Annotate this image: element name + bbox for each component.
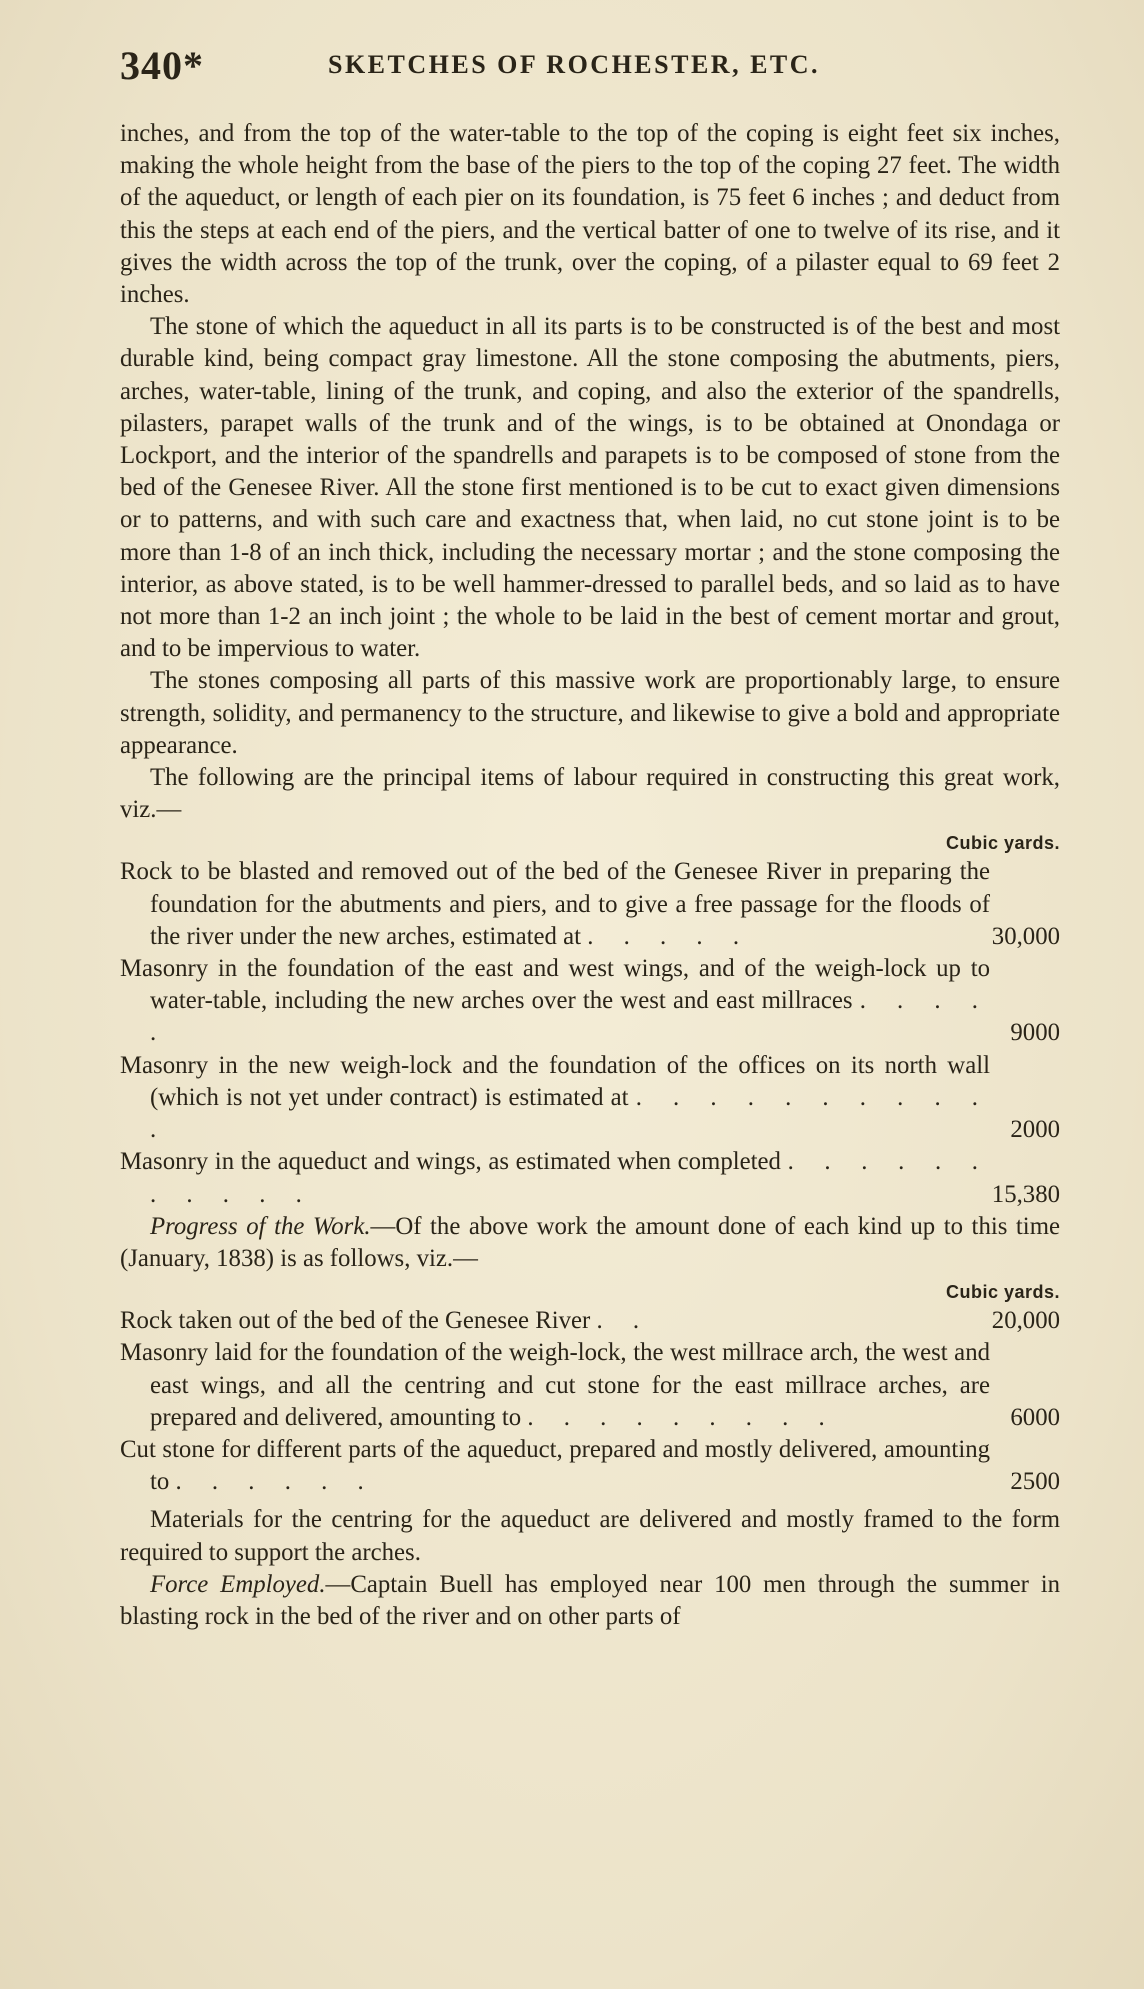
progress-text: —Of the above work the amount done of each kind up to this time (January, 1838) is as follows, viz.— [120,1212,1060,1272]
item-description: Rock taken out of the bed of the Genesee River [120,1307,591,1335]
item-value: 2000 [1010,1116,1060,1144]
progress-table [120,1305,1060,1498]
item-description: Cut stone for different parts of the aqueduct, prepared and mostly delivered, amounting to [120,1435,990,1496]
item-value: 30,000 [991,922,1060,950]
paragraph-labour-intro: The following are the principal items of labour required in constructing this great work, viz.— [120,764,1060,824]
page-number: 340* [120,43,204,88]
paragraph-force [120,1569,1060,1633]
item-description: Masonry in the new weigh-lock and the foundation of the offices on its north wall (which is not yet under contract) is estimated at [120,1051,990,1111]
table-row [120,1434,1060,1498]
page-body [120,118,1060,1633]
table-row [120,1337,1060,1434]
force-heading: Force Employed. [150,1570,326,1598]
table-row [120,1146,1060,1210]
dot-leader: . . . . . . . . . [527,1403,837,1431]
item-description: Masonry in the aqueduct and wings, as estimated when completed [120,1148,781,1176]
labour-required-table [120,856,1060,1210]
paragraph-progress [120,1211,1060,1275]
dot-leader: . . . . . . [175,1468,376,1496]
paragraph-materials: Materials for the centring for the aqueduct are delivered and mostly framed to the form required to support the arches. [120,1506,1060,1566]
item-description: Masonry laid for the foundation of the weigh-lock, the west millrace arch, the west and east wings, and all the centring and cut stone for the east millrace arches, are prepared and delivered, amounting to [120,1339,990,1431]
dot-leader: . . . . . [587,922,752,950]
table-row [120,1050,1060,1147]
units-label-progress: Cubic yards. [945,1282,1060,1303]
table-row [120,1305,1060,1337]
force-text: —Captain Buell has employed near 100 men through the summer in blasting rock in the bed of the river and on other parts of [120,1570,1061,1630]
paragraph-stone-size: The stones composing all parts of this massive work are proportionably large, to ensure strength, solidity, and permanency to the structure, and likewise to give a bold and appropriate appearance. [120,667,1060,759]
dot-leader: . . . . . . . . . . . [150,1083,991,1144]
paragraph-aqueduct-dimensions: inches, and from the top of the water-table to the top of the coping is eight feet six inches, making the whole height from the base of the piers to the top of the coping 27 feet. The width of the aqueduct, or length of each pier on its foundation, is 75 feet 6 inches ; and deduct from this the steps at each end of the piers, and the vertical batter of one to twelve of its rise, and it gives the width across the top of the trunk, over the coping, of a pilaster equal to 69 feet 2 inches. [120,120,1060,309]
progress-heading: Progress of the Work. [150,1212,371,1240]
item-description: Masonry in the foundation of the east and west wings, and of the weigh-lock up to water-table, including the new arches over the west and east millraces [120,955,990,1015]
page-header [120,42,1080,88]
paragraph-stone-description: The stone of which the aqueduct in all its parts is to be constructed is of the best and most durable kind, being compact gray limestone. All the stone composing the abutments, piers, arches, water-table, lining of the trunk, and coping, and also the exterior of the spandrells, pilasters, parapet walls of the trunk and of the wings, is to be obtained at Onondaga or Lockport, and the interior of the spandrells and parapets is to be composed of stone from the bed of the Genesee River. All the stone first mentioned is to be cut to exact given dimensions or to patterns, and with such care and exactness that, when laid, no cut stone joint is to be more than 1-8 of an inch thick, including the necessary mortar ; and the stone composing the interior, as above stated, is to be well hammer-dressed to parallel beds, and so laid as to have not more than 1-2 an inch joint ; the whole to be laid in the best of cement mortar and grout, and to be impervious to water. [120,313,1060,663]
dot-leader: . . . . . [150,987,990,1047]
item-value: 15,380 [991,1180,1060,1208]
item-value: 20,000 [991,1307,1060,1335]
units-label-required: Cubic yards. [945,833,1060,854]
item-value: 6000 [1010,1403,1060,1431]
item-description: Rock to be blasted and removed out of the bed of the Genesee River in preparing the foundation for the abutments and piers, and to give a free passage for the floods of the river under the new arches, estimated at [120,858,990,950]
dot-leader: . . [596,1307,652,1335]
table-row [120,856,1060,953]
item-value: 2500 [1010,1468,1060,1496]
table-row [120,953,1060,1050]
dot-leader: . . . . . . . . . . . [150,1148,990,1208]
running-head: SKETCHES OF ROCHESTER, ETC. [328,50,821,79]
item-value: 9000 [1010,1019,1060,1047]
